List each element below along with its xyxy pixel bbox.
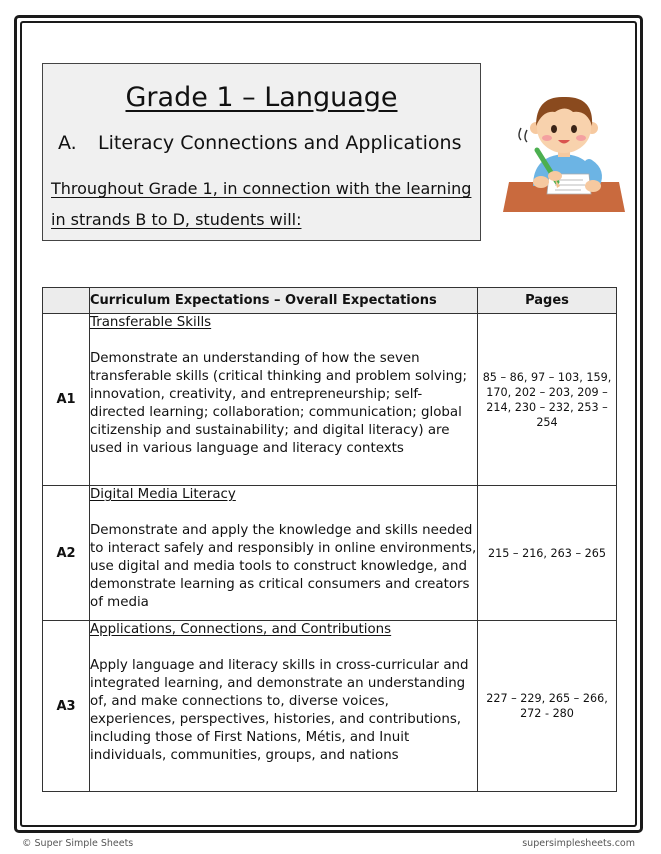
expectation-pages: 227 – 229, 265 – 266, 272 - 280: [478, 621, 617, 792]
expectation-code: A1: [43, 314, 90, 486]
section-title: Literacy Connections and Applications: [98, 132, 462, 154]
child-writing-icon: [503, 90, 625, 214]
expectation-text: Demonstrate and apply the knowledge and skills needed to interact safely and responsibly in online environments, use digital and media tools to construct knowledge, and demonstrate learning as critical consumers and creators of media: [90, 523, 477, 610]
expectation-title: Applications, Connections, and Contributions: [90, 622, 392, 637]
expectation-pages: 215 – 216, 263 – 265: [478, 486, 617, 621]
website-link[interactable]: supersimplesheets.com: [522, 838, 635, 849]
page-title: Grade 1 – Language: [125, 82, 398, 113]
section-heading: [58, 132, 461, 154]
intro-line-1: Throughout Grade 1, in connection with the learning: [51, 179, 472, 198]
expectation-title: Transferable Skills: [90, 315, 212, 330]
code-column-header: [43, 288, 90, 314]
title-box: [42, 63, 481, 241]
table-row: [43, 621, 617, 792]
expectation-code: A2: [43, 486, 90, 621]
intro-line-2: in strands B to D, students will:: [51, 210, 302, 229]
expectations-table: [42, 287, 617, 792]
expectation-title: Digital Media Literacy: [90, 487, 236, 502]
expectation-text: Apply language and literacy skills in cross-curricular and integrated learning, and demonstrate an understanding of, and make connections to, diverse voices, experiences, perspectives, histories, and contributions, including those of First Nations, Métis, and Inuit individuals, communities, groups, and nations: [90, 658, 469, 763]
expectation-text: Demonstrate an understanding of how the seven transferable skills (critical thinking and problem solving; innovation, creativity, and entrepreneurship; self-directed learning; collaboration; communication; global citizenship and sustainability; and digital literacy) are used in various language and literacy contexts: [90, 351, 468, 456]
table-header-row: [43, 288, 617, 314]
copyright-text: © Super Simple Sheets: [22, 838, 134, 849]
expectation-code: A3: [43, 621, 90, 792]
table-row: [43, 486, 617, 621]
expectations-column-header: Curriculum Expectations – Overall Expectations: [90, 288, 478, 314]
table-row: [43, 314, 617, 486]
expectation-cell: [90, 314, 478, 486]
expectation-pages: 85 – 86, 97 – 103, 159, 170, 202 – 203, 209 – 214, 230 – 232, 253 – 254: [478, 314, 617, 486]
expectation-cell: [90, 486, 478, 621]
pages-column-header: Pages: [478, 288, 617, 314]
expectation-cell: [90, 621, 478, 792]
section-letter: A.: [58, 132, 77, 154]
